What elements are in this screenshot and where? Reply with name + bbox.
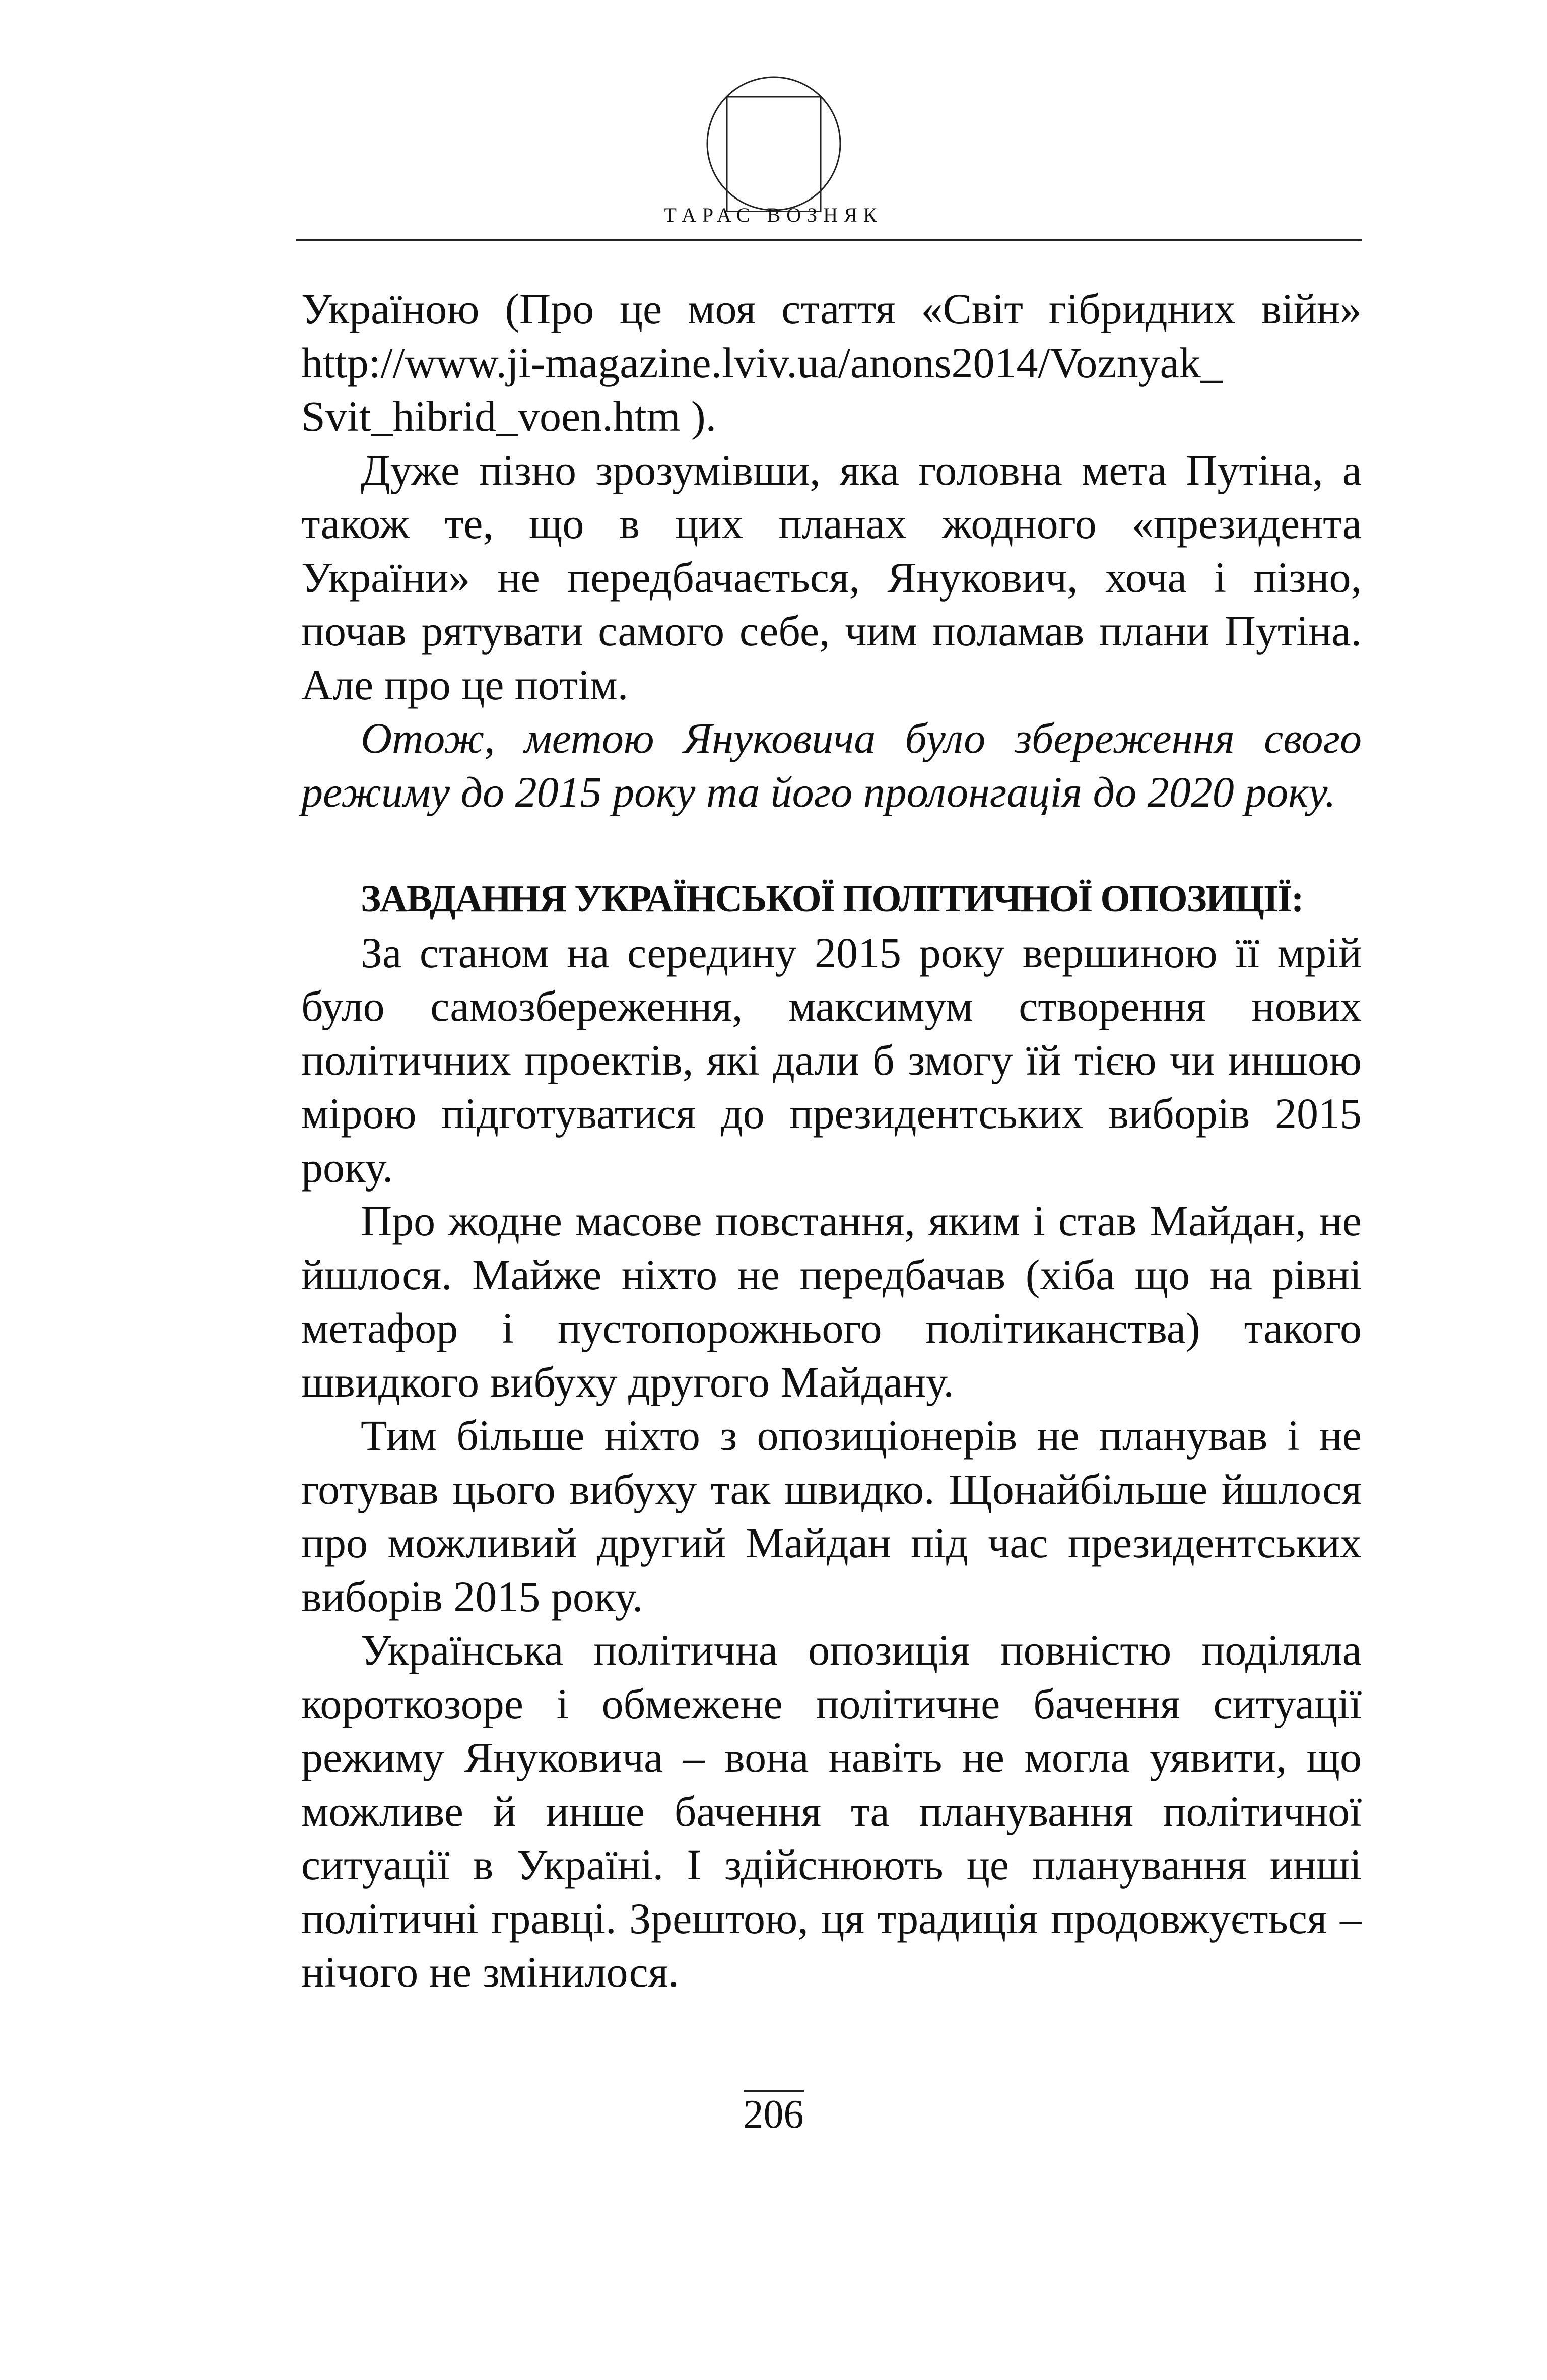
header-rule bbox=[296, 239, 1362, 241]
page-body bbox=[301, 282, 1362, 1999]
page-number-value: 206 bbox=[744, 2090, 804, 2137]
section-paragraph: Про жодне масове повстання, яким і став Майдан, не йшлося. Майже ніхто не передбачав (хіба що на рівні метафор і пустопорожнього політиканства) такого швидкого вибуху другого Майдану. bbox=[301, 1197, 1362, 1406]
header-emblem bbox=[706, 76, 842, 212]
circle-square-emblem-icon bbox=[706, 76, 842, 212]
section-gap bbox=[301, 819, 1362, 872]
page-number bbox=[0, 2090, 1547, 2137]
running-head-author: ТАРАС ВОЗНЯК bbox=[664, 204, 883, 226]
paragraph: Дуже пізно зрозумівши, яка головна мета Путіна, а також те, що в цих планах жодного «президента України» не передбачається, Янукович, хоча і пізно, почав рятувати самого себе, чим поламав плани Путіна. Але про це потім. bbox=[301, 445, 1362, 709]
paragraph-continuation: Україною (Про це моя стаття «Світ гібридних війн» http://www.ji-magazine.lviv.ua/anons2014/Voznyak_ Svit_hibrid_voen.htm ). bbox=[301, 285, 1362, 440]
section-heading: ЗАВДАННЯ УКРАЇНСЬКОЇ ПОЛІТИЧНОЇ ОПОЗИЦІЇ: bbox=[361, 878, 1303, 920]
section-paragraph: За станом на середину 2015 року вершиною її мрій було самозбереження, максимум створення нових політичних проектів, які дали б змогу їй тією чи иншою мірою підготуватися до президентських виборів 2015 року. bbox=[301, 928, 1362, 1192]
section-paragraph: Українська політична опозиція повністю поділяла короткозоре і обмежене політичне бачення ситуації режиму Януковича – вона навіть не могла уявити, що можливе й инше бачення та планування політичної ситуації в Україні. І здійснюють це планування инші політичні гравці. Зрештою, ця традиція продовжується – нічого не змінилося. bbox=[301, 1626, 1362, 1996]
paragraph-italic-conclusion: Отож, метою Януковича було збереження свого режиму до 2015 року та його пролонгація до 2020 року. bbox=[301, 714, 1362, 816]
section-paragraph: Тим більше ніхто з опозиціонерів не планував і не готував цього вибуху так швидко. Щонайбільше йшлося про можливий другий Майдан під час президентських виборів 2015 року. bbox=[301, 1411, 1362, 1621]
